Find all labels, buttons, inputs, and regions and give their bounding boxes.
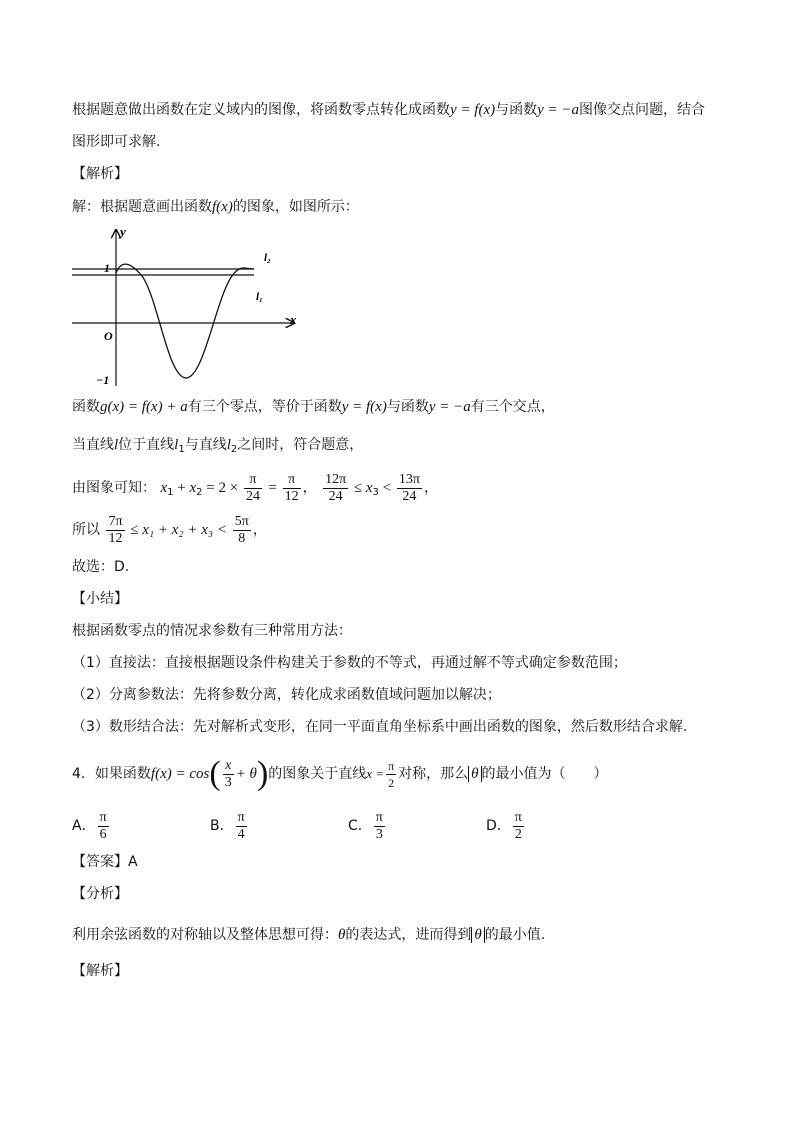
tick-one-label: 1	[104, 261, 110, 275]
l2-label: l₂	[264, 252, 271, 264]
from-graph-equation: 由图象可知： $x_1 + x_2 = 2$ × $\frac{\pi}{24}$ = $\frac{\pi}{12}$ ， $\frac{12\pi}{24}$ ≤ $x_3$ < $\frac{13\pi}{24}$ ，	[72, 471, 438, 504]
g-statement: 函数g(x) = f(x) + a有三个零点，等价于函数y = f(x)与函数y = −a有三个交点，	[72, 399, 555, 415]
l1-label: l₁	[256, 291, 263, 303]
section-tag-fenxi: 【分析】	[72, 886, 128, 902]
option-d[interactable]: D． $\frac{\pi}{2}$	[486, 809, 522, 842]
origin-label: O	[104, 329, 113, 343]
section-tag-xiaojie: 【小结】	[72, 591, 128, 607]
fraction: $\frac{\pi}{6}$	[99, 809, 107, 842]
fraction: $\frac{\pi}{24}$	[245, 471, 260, 504]
x-axis-label: x	[290, 312, 297, 327]
function-curve	[116, 264, 254, 378]
fraction: $\frac{\pi}{2}$	[388, 758, 395, 790]
fraction: $\frac{\pi}{3}$	[375, 809, 383, 842]
section-tag-jiexi: 【解析】	[72, 166, 128, 182]
option-b[interactable]: B． $\frac{\pi}{4}$	[210, 809, 245, 842]
function-graph	[66, 224, 306, 390]
tick-neg-one-label: −1	[96, 373, 110, 387]
fraction: $\frac{13\pi}{24}$	[398, 471, 420, 504]
intro-line-1: 根据题意做出函数在定义域内的图像，将函数零点转化成函数y = f(x)与函数y = −a图像交点问题，结合	[72, 102, 706, 118]
fraction: $\frac{\pi}{4}$	[237, 809, 245, 842]
fraction: $\frac{x}{3}$	[224, 757, 232, 790]
choice-result: 故选：D.	[72, 559, 130, 575]
fraction: $\frac{\pi}{2}$	[514, 809, 522, 842]
y-axis-label: y	[120, 224, 126, 239]
section-tag-jiexi-2: 【解析】	[72, 963, 128, 979]
option-c[interactable]: C． $\frac{\pi}{3}$	[348, 809, 383, 842]
summary-intro: 根据函数零点的情况求参数有三种常用方法：	[72, 623, 352, 639]
so-inequality: 所以 $\frac{7\pi}{12}$ ≤ x₁ + x₂ + x₃ < $\frac{5\pi}{8}$ ，	[72, 513, 267, 546]
analysis-text: 利用余弦函数的对称轴以及整体思想可得：θ的表达式，进而得到 θ 的最小值.	[72, 927, 546, 943]
method-3: （3）数形结合法：先对解析式变形，在同一平面直角坐标系中画出函数的图象，然后数形结合求解.	[72, 719, 688, 735]
question-4: 4．如果函数f(x) = cos( $\frac{x}{3}$ + θ)的图象关于直线x = $\frac{\pi}{2}$ 对称，那么 θ 的最小值为（ ）	[72, 755, 608, 792]
fraction: $\frac{\pi}{12}$	[284, 471, 299, 504]
intro-line-2: 图形即可求解.	[72, 134, 161, 150]
method-1: （1）直接法：直接根据题设条件构建关于参数的不等式，再通过解不等式确定参数范围；	[72, 655, 627, 671]
fraction: $\frac{5\pi}{8}$	[234, 513, 249, 546]
method-2: （2）分离参数法：先将参数分离，转化成求函数值域问题加以解决；	[72, 687, 501, 703]
answer-line: 【答案】A	[72, 854, 138, 870]
fraction: $\frac{7\pi}{12}$	[108, 513, 123, 546]
option-a[interactable]: A． $\frac{\pi}{6}$	[72, 809, 107, 842]
fraction: $\frac{12\pi}{24}$	[325, 471, 347, 504]
line-position-statement: 当直线l位于直线$l_1$与直线$l_2$之间时，符合题意，	[72, 437, 364, 455]
solution-intro: 解：根据题意画出函数f(x)的图象，如图所示：	[72, 199, 359, 215]
